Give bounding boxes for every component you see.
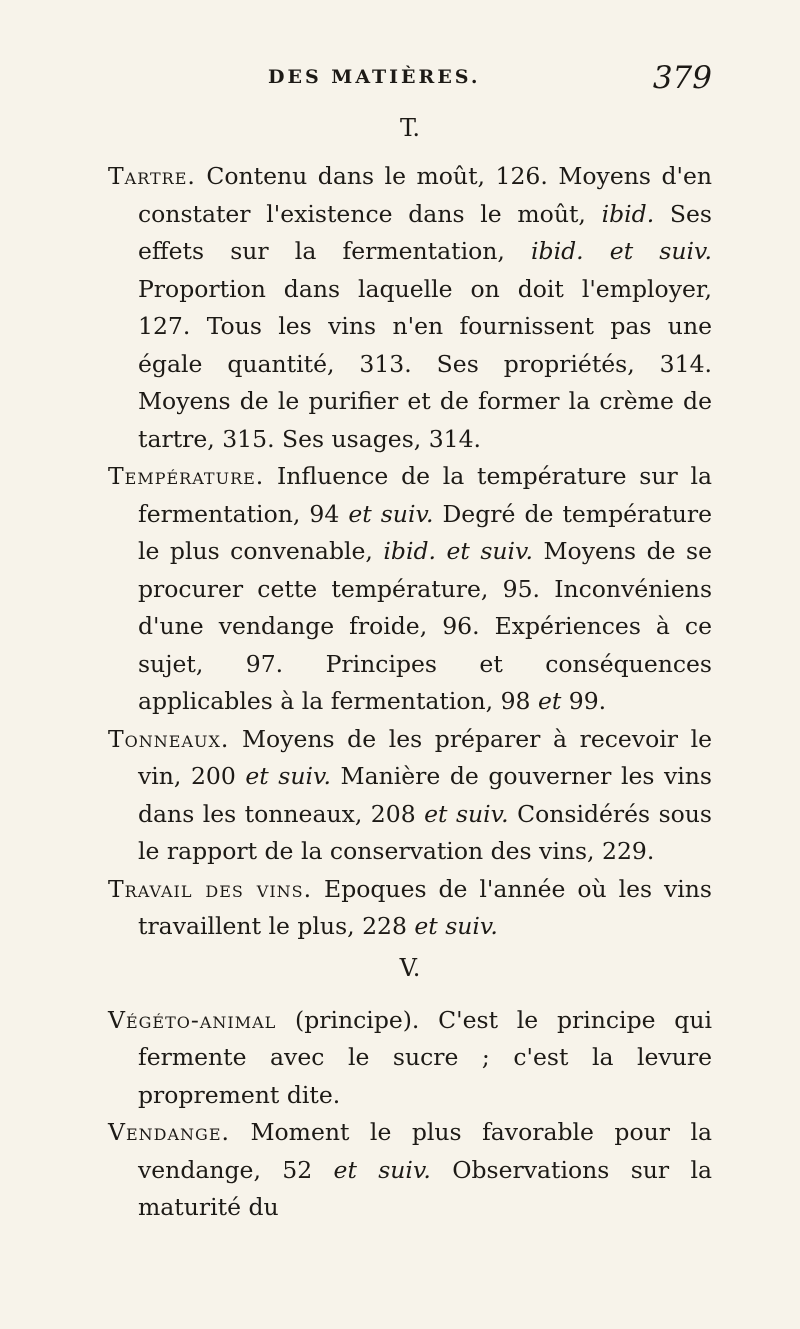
entry-text: Manière de gouverner les vins dans les tonneaux, 208	[138, 762, 712, 828]
entry-text: Moyens de les préparer à recevoir le vin, 200	[138, 724, 712, 790]
running-title: DES MATIÈRES.	[268, 66, 481, 88]
entry-term: Température.	[108, 462, 265, 490]
entry-reference: et suiv.	[424, 799, 509, 828]
index-entry	[108, 1002, 712, 1115]
index-entry	[108, 458, 712, 721]
entry-term: Travail des vins.	[108, 874, 313, 903]
entry-text: Moment le plus favorable pour la vendange, 52	[138, 1118, 712, 1184]
entry-text: Observations sur la maturité du	[138, 1155, 712, 1221]
entry-reference: et suiv.	[245, 762, 331, 790]
entry-term: Végéto-animal	[108, 1005, 277, 1034]
entry-reference: et suiv.	[333, 1155, 431, 1184]
index-entry	[108, 721, 712, 871]
entry-term: Vendange.	[108, 1118, 230, 1146]
entry-text: Degré de température le plus convenable,	[138, 499, 712, 565]
entry-text: 99.	[561, 687, 607, 715]
section-letter: T.	[399, 114, 421, 142]
entry-reference: ibid.	[601, 199, 655, 228]
page-number: 379	[652, 60, 712, 96]
entry-term: Tonneaux.	[108, 724, 230, 753]
entry-text: Contenu dans le moût, 126. Moyens d'en constater l'existence dans le moût,	[138, 162, 712, 228]
entry-reference: ibid. et suiv.	[383, 537, 533, 565]
entry-text: Ses effets sur la fermentation,	[138, 199, 712, 265]
index-entry	[108, 158, 712, 458]
entry-text: Epoques de l'année où les vins travaillent le plus, 228	[138, 874, 712, 940]
entry-text: (principe). C'est le principe qui fermente avec le sucre ; c'est la levure proprement dite.	[138, 1005, 712, 1109]
entry-text: Considérés sous le rapport de la conservation des vins, 229.	[138, 799, 712, 865]
index-body	[108, 110, 712, 1227]
entry-text: Proportion dans laquelle on doit l'employer, 127. Tous les vins n'en fournissent pas une égale quantité, 313. Ses propriétés, 314. Moyens de le purifier et de former la crème de tartre, 315. Ses usages, 314.	[138, 274, 712, 453]
index-entry	[108, 1114, 712, 1227]
index-entry	[108, 871, 712, 946]
entry-reference: et	[537, 687, 562, 715]
entry-reference: et suiv.	[348, 499, 434, 528]
section-letter: V.	[399, 953, 421, 982]
entry-text: Moyens de se procurer cette température, 95. Inconvéniens d'une vendange froide, 96. Expériences à ce sujet, 97. Principes et conséquences applicables à la fermentation, 98	[138, 537, 712, 715]
entry-reference: et suiv.	[414, 912, 498, 940]
entry-text: Influence de la température sur la fermentation, 94	[138, 462, 712, 528]
entry-reference: ibid. et suiv.	[531, 237, 712, 265]
running-head	[108, 60, 712, 104]
entry-term: Tartre.	[108, 162, 196, 190]
